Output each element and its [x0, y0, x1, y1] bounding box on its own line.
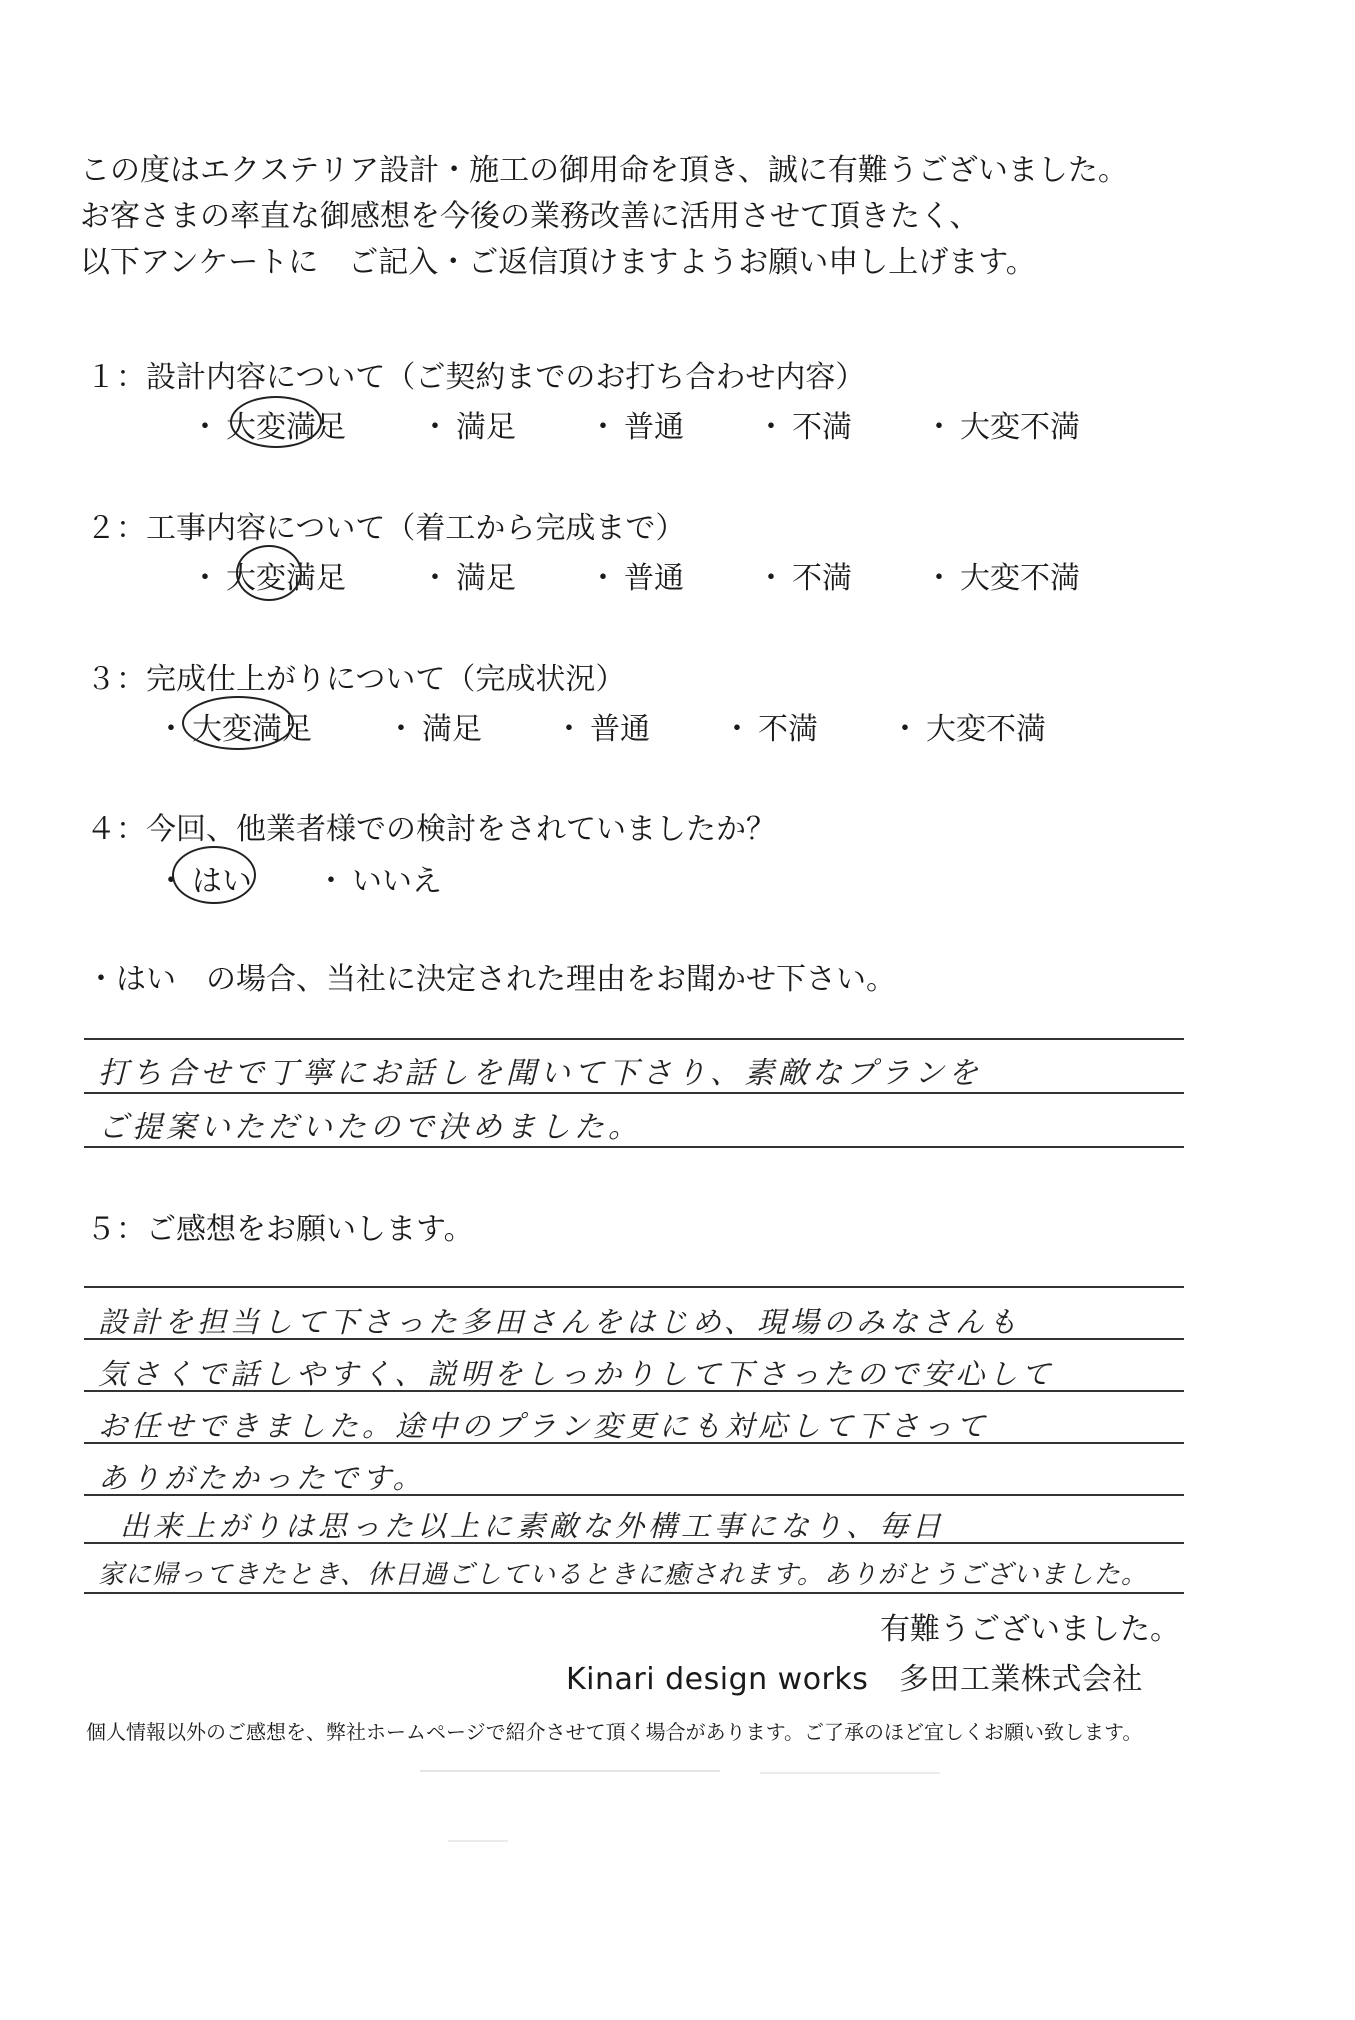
option-label: 大変不満 [960, 561, 1080, 596]
question-2-title: ２：工事内容について（着工から完成まで） [86, 511, 686, 546]
option-label: 大変不満 [960, 410, 1080, 445]
q3-option-satisfied[interactable]: ・ 満足 [386, 712, 482, 747]
impression-answer-area[interactable] [84, 1286, 1184, 1596]
scan-artifact [420, 1770, 720, 1772]
q1-option-satisfied[interactable]: ・ 満足 [420, 410, 516, 445]
handwritten-line: 出来上がりは思った以上に素敵な外構工事になり、毎日 [120, 1509, 946, 1543]
answer-rule [84, 1092, 1184, 1094]
answer-rule [84, 1592, 1184, 1594]
q2-option-normal[interactable]: ・ 普通 [588, 561, 684, 596]
privacy-note: 個人情報以外のご感想を、弊社ホームページで紹介させて頂く場合があります。ご了承のほど宜しくお願い致します。 [86, 1720, 1143, 1744]
option-label: 大変満足 [192, 712, 312, 747]
handwritten-line: 気さくで話しやすく、説明をしっかりして下さったので安心して [98, 1357, 1055, 1391]
option-label: 満足 [422, 712, 482, 747]
handwritten-line: お任せできました。途中のプラン変更にも対応して下さって [98, 1409, 990, 1443]
option-label: 不満 [792, 561, 852, 596]
option-label: はい [192, 864, 252, 899]
answer-rule [84, 1038, 1184, 1040]
question-3-options [156, 704, 1046, 748]
question-5-title: ５：ご感想をお願いします。 [86, 1212, 474, 1247]
company-name: Kinari design works 多田工業株式会社 [566, 1662, 1143, 1697]
option-label: 普通 [624, 410, 684, 445]
q3-option-very-satisfied[interactable]: ・ 大変満足 [156, 704, 386, 748]
q1-option-normal[interactable]: ・ 普通 [588, 410, 684, 445]
option-label: 大変不満 [926, 712, 1046, 747]
handwritten-line: 設計を担当して下さった多田さんをはじめ、現場のみなさんも [98, 1305, 1021, 1339]
option-label: 大変満足 [226, 561, 346, 596]
option-label: 満足 [456, 410, 516, 445]
option-label: 普通 [624, 561, 684, 596]
question-3-title: ３：完成仕上がりについて（完成状況） [86, 662, 626, 697]
closing-thanks: 有難うございました。 [880, 1612, 1180, 1647]
handwritten-line: ご提案いただいたので決めました。 [98, 1110, 642, 1145]
q1-option-very-dissatisfied[interactable]: ・ 大変不満 [924, 410, 1080, 445]
q2-option-very-dissatisfied[interactable]: ・ 大変不満 [924, 561, 1080, 596]
q1-option-dissatisfied[interactable]: ・ 不満 [756, 410, 852, 445]
answer-rule [84, 1286, 1184, 1288]
option-label: 大変満足 [226, 410, 346, 445]
intro-text [80, 148, 1128, 286]
option-label: 普通 [590, 712, 650, 747]
intro-line: この度はエクステリア設計・施工の御用命を頂き、誠に有難うございました。 [80, 153, 1128, 188]
q3-option-dissatisfied[interactable]: ・ 不満 [722, 712, 818, 747]
scan-artifact [760, 1772, 940, 1774]
question-4-title: ４：今回、他業者様での検討をされていましたか？ [86, 812, 776, 847]
question-1-options [190, 402, 1080, 446]
q2-option-satisfied[interactable]: ・ 満足 [420, 561, 516, 596]
intro-line: お客さまの率直な御感想を今後の業務改善に活用させて頂きたく、 [80, 199, 980, 234]
answer-rule [84, 1146, 1184, 1148]
handwritten-line: ありがたかったです。 [98, 1461, 426, 1495]
q4-option-yes[interactable]: ・ はい [156, 856, 316, 900]
option-label: 不満 [758, 712, 818, 747]
question-4-options [156, 856, 442, 900]
q3-option-very-dissatisfied[interactable]: ・ 大変不満 [890, 712, 1046, 747]
question-2-options [190, 553, 1080, 597]
q2-option-very-satisfied[interactable]: ・ 大変満足 [190, 553, 420, 597]
q2-option-dissatisfied[interactable]: ・ 不満 [756, 561, 852, 596]
option-label: いいえ [352, 864, 442, 899]
handwritten-line: 打ち合せで丁寧にお話しを聞いて下さり、素敵なプランを [98, 1056, 982, 1091]
reason-prompt: ・はい の場合、当社に決定された理由をお聞かせ下さい。 [86, 962, 896, 997]
question-1-title: １：設計内容について（ご契約までのお打ち合わせ内容） [86, 360, 866, 395]
q4-option-no[interactable]: ・ いいえ [316, 864, 442, 899]
intro-line: 以下アンケートに ご記入・ご返信頂けますようお願い申し上げます。 [80, 245, 1036, 280]
handwritten-line: 家に帰ってきたとき、休日過ごしているときに癒されます。ありがとうございました。 [98, 1560, 1148, 1590]
option-label: 不満 [792, 410, 852, 445]
option-label: 満足 [456, 561, 516, 596]
scan-artifact [448, 1840, 508, 1842]
reason-answer-area[interactable] [84, 1038, 1184, 1148]
q3-option-normal[interactable]: ・ 普通 [554, 712, 650, 747]
q1-option-very-satisfied[interactable]: ・ 大変満足 [190, 402, 420, 446]
